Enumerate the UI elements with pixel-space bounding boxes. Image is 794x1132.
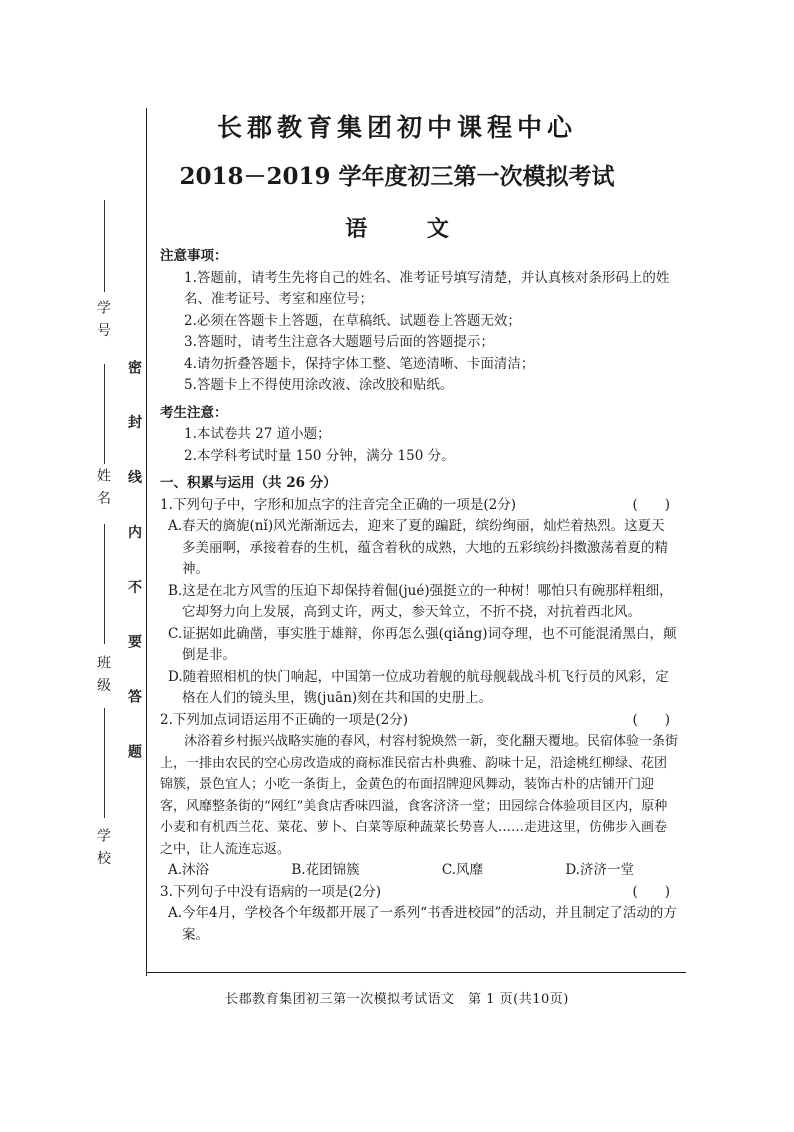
- notice-item: 3.答题时，请考生注意各大题题号后面的答题提示；: [184, 334, 494, 350]
- option-a: A.春天的旖旎(nǐ)风光渐渐远去，迎来了夏的蹁跹，缤纷绚丽，灿烂着热烈。这夏天多美丽啊，承接着春的生机，蕴含着秋的成熟，大地的五彩缤纷抖擞激荡着夏的精神。: [168, 518, 668, 577]
- option-d: D.随着照相机的快门响起，中国第一位成功着舰的航母舰载战斗机飞行员的风彩，定格在人们的镜头里，镌(juān)刻在共和国的史册上。: [168, 668, 669, 706]
- notice-heading: 注意事项：: [160, 248, 228, 264]
- option-b: B.花团锦簇: [291, 862, 360, 878]
- option-b: B.这是在北方风雪的压迫下却保持着倔(jué)强挺立的一种树！哪怕只有碗那样粗细，它却努力向上发展，高到丈许，两丈，参天耸立，不折不挠，对抗着西北风。: [168, 582, 673, 620]
- subject-title: 语 文: [345, 216, 475, 242]
- option-a: A.沐浴: [168, 862, 210, 878]
- question-1-stem: [160, 495, 678, 517]
- question-2-passage: 沐浴着乡村振兴战略实施的春风，村容村貌焕然一新，变化翻天覆地。民宿体验一条街上，一排由农民的空心房改造成的商标准民宿古朴典雅、韵味十足，沿途桃红柳绿、花团锦簇，景色宜人；小吃一条街上，金黄色的布面招牌迎风舞动，装饰古朴的店铺开门迎客，风靡整条街的“网红”美食店香味四溢，食客济济一堂；田园综合体验项目区内，原种小麦和有机西兰花、菜花、萝卜、白菜等原种蔬菜长势喜人……走进这里，仿佛步入画卷之中，让人流连忘返。: [160, 734, 679, 857]
- bottom-rule: [146, 972, 686, 973]
- candidate-item: 2.本学科考试时量 150 分钟，满分 150 分。: [184, 447, 455, 464]
- candidate-item: 1.本试卷共 27 道小题；: [184, 426, 331, 442]
- school-underline: [104, 708, 105, 818]
- exam-title: 2018－2019 学年度初三第一次模拟考试: [179, 163, 615, 190]
- question-text: 1.下列句子中，字形和加点字的注音完全正确的一项是(2分): [160, 496, 517, 513]
- class-underline: [104, 524, 105, 644]
- question-3-stem: [160, 882, 678, 904]
- notice-item: 2.必须在答题卡上答题，在草稿纸、试题卷上答题无效；: [184, 312, 521, 329]
- answer-bracket: ( ): [632, 711, 670, 728]
- notice-item: 4.请勿折叠答题卡，保持字体工整、笔迹清晰、卡面清洁；: [184, 355, 535, 372]
- option-a: A.今年4月，学校各个年级都开展了一系列“书香进校园”的活动，并且制定了活动的方案。: [168, 905, 677, 943]
- option-c: C.风靡: [441, 862, 484, 878]
- option-d: D.济济一堂: [565, 862, 634, 878]
- candidate-heading: 考生注意：: [160, 404, 228, 421]
- question-text: 3.下列句子中没有语病的一项是(2分): [160, 883, 382, 900]
- section-heading: 一、积累与运用（共 26 分）: [160, 475, 337, 491]
- page-footer: 长郡教育集团初三第一次模拟考试语文 第 1 页(共10页): [225, 992, 569, 1007]
- school-label: 学 校: [95, 828, 111, 867]
- seal-line-notice: 密 封 线 内 不 要 答 题: [126, 360, 142, 777]
- question-2-stem: [160, 710, 678, 732]
- answer-bracket: ( ): [632, 496, 670, 513]
- org-title: 长郡教育集团初中课程中心: [216, 113, 577, 142]
- class-label: 班 级: [95, 655, 111, 694]
- option-c: C.证据如此确凿，事实胜于雄辩，你再怎么强(qiǎng)词夺理，也不可能混淆黑白，颠倒是非。: [168, 625, 677, 663]
- name-underline: [104, 364, 105, 464]
- question-text: 2.下列加点词语运用不正确的一项是(2分): [160, 711, 409, 728]
- question-2-options: [160, 860, 678, 882]
- notice-item: 5.答题卡上不得使用涂改液、涂改胶和贴纸。: [184, 377, 454, 393]
- notice-item: 1.答题前，请考生先将自己的姓名、准考证号填写清楚，并认真核对条形码上的姓名、准考证号、考室和座位号；: [184, 269, 670, 307]
- answer-bracket: ( ): [632, 883, 670, 900]
- name-label: 姓 名: [95, 468, 111, 507]
- exam-content: [160, 240, 678, 946]
- student-id-label: 学 号: [95, 300, 111, 339]
